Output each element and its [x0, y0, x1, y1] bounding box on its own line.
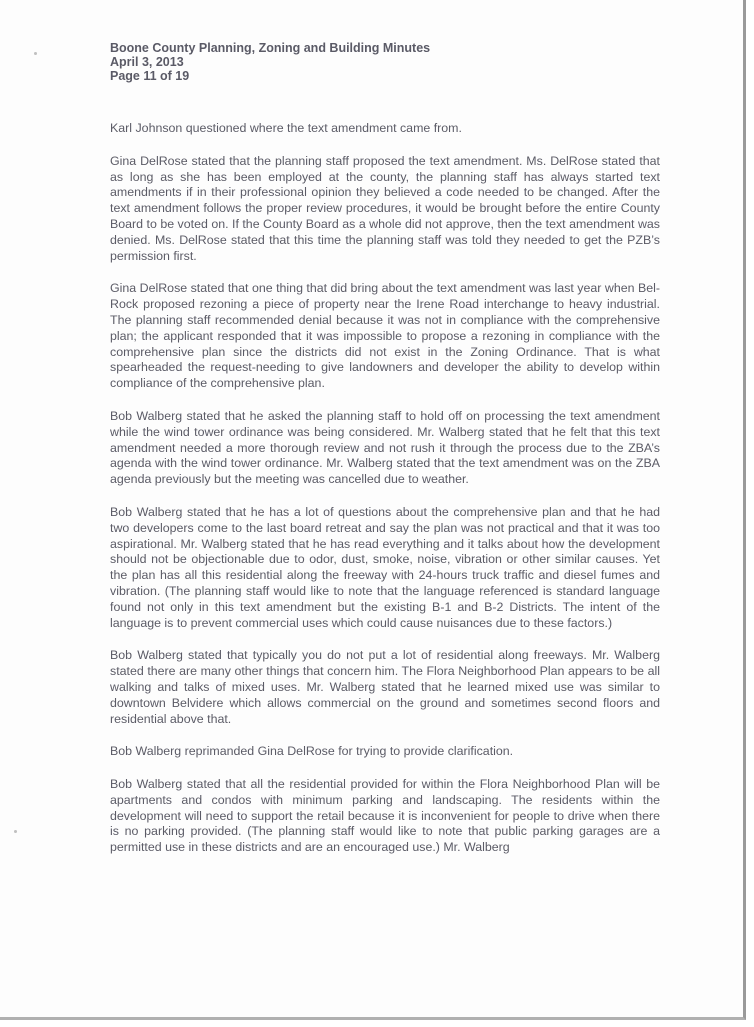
paragraph: Bob Walberg reprimanded Gina DelRose for trying to provide clarification.	[110, 744, 514, 759]
paragraph: Gina DelRose stated that the planning staff proposed the text amendment. Ms. DelRose stated that as long as she has been employed at the county, the planning staff has always started text amendments if in their professional opinion they believed a code needed to be changed. After the text amendment follows the proper review procedures, it would be brought before the entire County Board to be voted on. If the County Board as a whole did not approve, then the text amendment was denied. Ms. DelRose stated that this time the planning staff was told they needed to get the PZB’s permission first.	[110, 153, 660, 263]
paragraph: Bob Walberg stated that typically you do not put a lot of residential along freeways. Mr. Walberg stated there are many other things that concern him. The Flora Neighborhood Plan appears to be all walking and talks of mixed uses. Mr. Walberg stated that he learned mixed use was similar to downtown Belvidere which allows commercial on the ground and sometimes second floors and residential above that.	[110, 648, 660, 726]
document-title: Boone County Planning, Zoning and Building Minutes	[110, 41, 431, 55]
page-number: Page 11 of 19	[110, 69, 190, 83]
paragraph: Bob Walberg stated that he asked the planning staff to hold off on processing the text amendment while the wind tower ordinance was being considered. Mr. Walberg stated that he felt that this text amendment needed a more thorough review and not rush it through the process due to the ZBA’s agenda with the wind tower ordinance. Mr. Walberg stated that the text amendment was on the ZBA agenda previously but the meeting was cancelled due to weather.	[110, 408, 660, 487]
minutes-body	[110, 121, 660, 873]
scan-speck	[14, 830, 17, 833]
paragraph: Karl Johnson questioned where the text amendment came from.	[110, 121, 462, 135]
paragraph: Gina DelRose stated that one thing that did bring about the text amendment was last year when Bel-Rock proposed rezoning a piece of property near the Irene Road interchange to heavy industrial. The planning staff recommended denial because it was not in compliance with the comprehensive plan; the applicant responded that it was impossible to propose a rezoning in compliance with the comprehensive plan since the districts did not exist in the Zoning Ordinance. That is what spearheaded the request-needing to give landowners and developer the ability to develop within compliance of the comprehensive plan.	[110, 281, 660, 391]
document-header	[110, 41, 430, 83]
scan-speck	[34, 52, 37, 55]
meeting-date: April 3, 2013	[110, 55, 184, 69]
paragraph: Bob Walberg stated that he has a lot of questions about the comprehensive plan and that he had two developers come to the last board retreat and say the plan was not practical and that it was too aspirational. Mr. Walberg stated that he has read everything and it talks about how the development should not be objectionable due to odor, dust, smoke, noise, vibration or other similar causes. Yet the plan has all this residential along the freeway with 24-hours truck traffic and diesel fumes and vibration. (The planning staff would like to note that the language referenced is standard language found not only in this text amendment but the existing B-1 and B-2 Districts. The intent of the language is to prevent commercial uses which could cause nuisances due to these factors.)	[110, 504, 660, 630]
paragraph: Bob Walberg stated that all the residential provided for within the Flora Neighborhood Plan will be apartments and condos with minimum parking and landscaping. The residents within the development will need to support the retail because it is inconvenient for people to drive when there is no parking provided. (The planning staff would like to note that public parking garages are a permitted use in these districts and are an encouraged use.) Mr. Walberg	[110, 777, 660, 855]
